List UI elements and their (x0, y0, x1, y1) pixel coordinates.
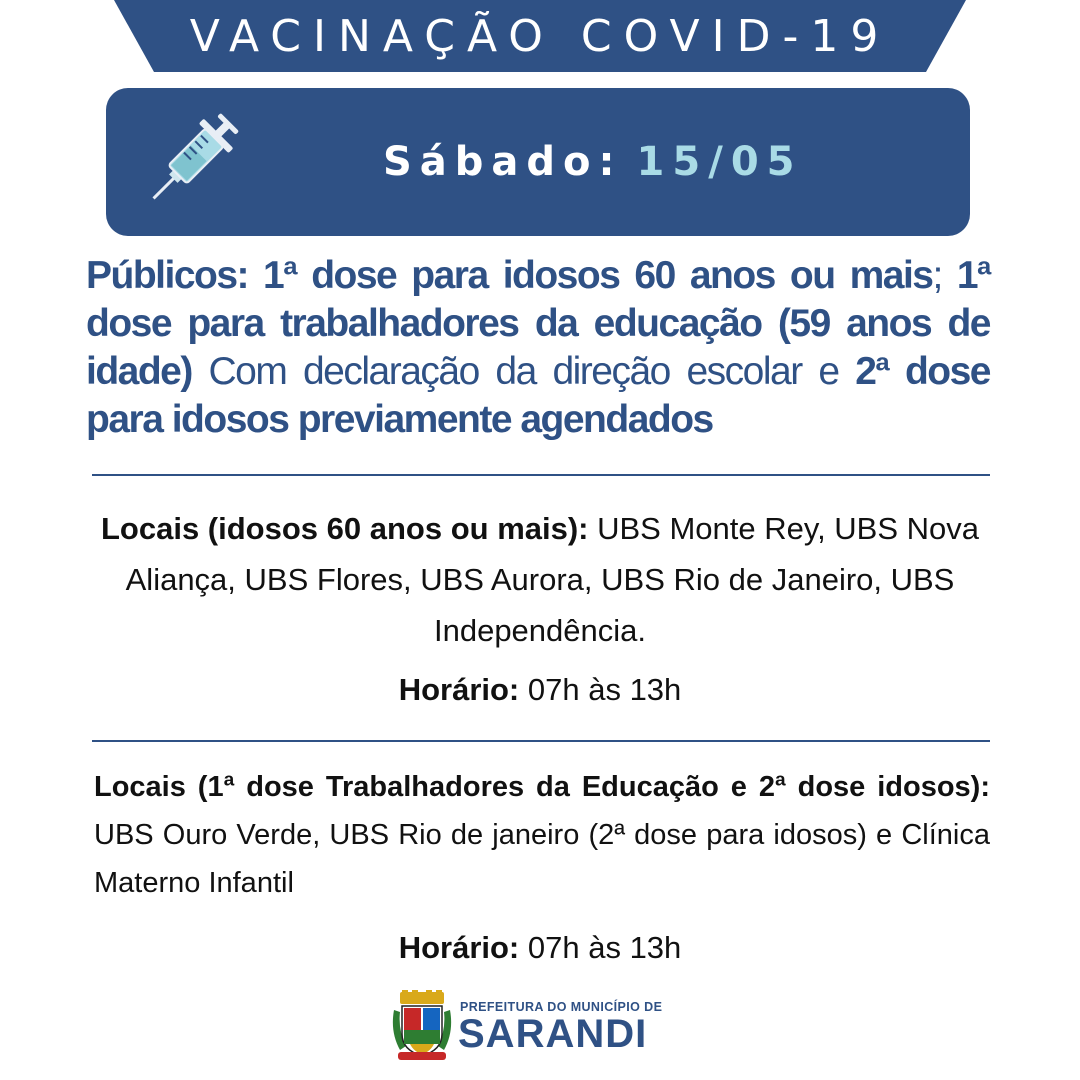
header-title: VACINAÇÃO COVID-19 (189, 11, 891, 62)
publicos-paragraph (86, 252, 990, 444)
publicos-part-4: Com declaração da direção escolar e (191, 350, 856, 393)
date-heading (383, 132, 802, 192)
publicos-part-5: 2ª dose para idosos previamente agendados (86, 350, 990, 441)
horario-idosos-label: Horário: (398, 672, 520, 707)
day-label: Sábado: (383, 139, 623, 185)
logo-name: SARANDI (458, 1012, 648, 1056)
divider-middle (92, 740, 990, 742)
horario-idosos (0, 668, 1080, 712)
date-card (106, 88, 970, 236)
locais-idosos-label: Locais (idosos 60 anos ou mais): (100, 511, 589, 546)
syringe-icon (136, 106, 246, 216)
locais-idosos-paragraph (96, 503, 984, 656)
horario-educacao-label: Horário: (398, 930, 520, 965)
header-banner (0, 0, 1080, 74)
locais-idosos-value: UBS Monte Rey, UBS Nova Aliança, UBS Flores, UBS Aurora, UBS Rio de Janeiro, UBS Independência. (125, 511, 980, 648)
horario-educacao (0, 926, 1080, 970)
publicos-part-2: ; (932, 254, 942, 297)
locais-educacao-value: UBS Ouro Verde, UBS Rio de janeiro (2ª dose para idosos) e Clínica Materno Infantil (94, 819, 990, 899)
divider-top (92, 474, 990, 476)
prefeitura-logo (390, 990, 690, 1062)
logo-subtitle: PREFEITURA DO MUNICÍPIO DE (460, 1000, 663, 1014)
locais-educacao-paragraph (94, 763, 990, 907)
horario-educacao-value: 07h às 13h (519, 930, 682, 965)
municipal-crest-icon (390, 990, 454, 1062)
horario-idosos-value: 07h às 13h (519, 672, 682, 707)
publicos-part-1: Públicos: 1ª dose para idosos 60 anos ou mais (86, 254, 933, 297)
locais-educacao-label: Locais (1ª dose Trabalhadores da Educação e 2ª dose idosos): (94, 771, 990, 803)
date-value: 15/05 (636, 139, 803, 185)
publicos-part-3: 1ª dose para trabalhadores da educação (59 anos de idade) (86, 254, 990, 393)
